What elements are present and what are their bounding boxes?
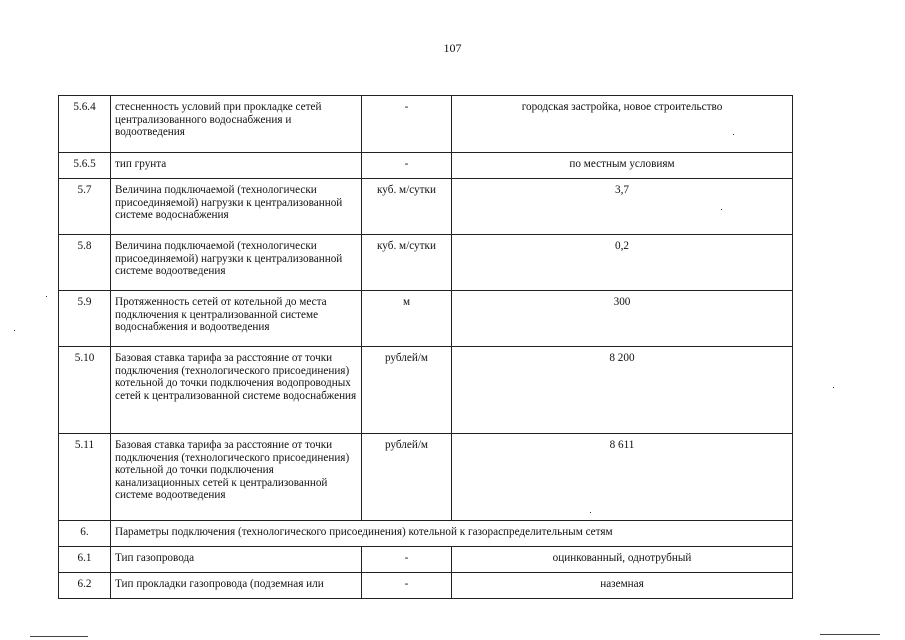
row-number: 5.10: [59, 347, 111, 434]
scan-speck: [733, 134, 734, 135]
row-unit: куб. м/сутки: [362, 235, 452, 291]
row-description: Тип прокладки газопровода (подземная или: [111, 573, 362, 599]
section-number: 6.: [59, 521, 111, 547]
row-number: 6.1: [59, 547, 111, 573]
table-row: [59, 347, 793, 434]
row-number: 5.8: [59, 235, 111, 291]
scan-speck: [833, 387, 834, 388]
row-number: 5.6.5: [59, 153, 111, 179]
row-description: Величина подключаемой (технологически присоединяемой) нагрузки к централизованной системе водоотведения: [111, 235, 362, 291]
page-number: 107: [443, 41, 462, 55]
row-number: 5.7: [59, 179, 111, 235]
parameters-table: [58, 95, 793, 599]
row-description: стесненность условий при прокладке сетей централизованного водоснабжения и водоотведения: [111, 96, 362, 153]
scan-edge-line: [820, 634, 880, 635]
row-unit: -: [362, 96, 452, 153]
row-value: 3,7: [452, 179, 793, 235]
row-value: городская застройка, новое строительство: [452, 96, 793, 153]
row-unit: м: [362, 291, 452, 347]
row-value: наземная: [452, 573, 793, 599]
table-row: [59, 179, 793, 235]
scan-speck: [14, 330, 15, 331]
row-unit: -: [362, 547, 452, 573]
row-number: 5.11: [59, 434, 111, 521]
table-row: [59, 547, 793, 573]
scan-speck: [590, 512, 591, 513]
row-value: 0,2: [452, 235, 793, 291]
row-description: Базовая ставка тарифа за расстояние от точки подключения (технологического присоединения) котельной до точки подключения водопроводных сетей к централизованной системе водоснабжения: [111, 347, 362, 434]
row-value: по местным условиям: [452, 153, 793, 179]
table-row: [59, 235, 793, 291]
row-unit: -: [362, 573, 452, 599]
table-row: [59, 291, 793, 347]
row-description: тип грунта: [111, 153, 362, 179]
row-value: 8 200: [452, 347, 793, 434]
scan-speck: [46, 296, 47, 297]
table-row: [59, 153, 793, 179]
row-value: 8 611: [452, 434, 793, 521]
row-value: оцинкованный, однотрубный: [452, 547, 793, 573]
row-unit: рублей/м: [362, 434, 452, 521]
row-number: 5.6.4: [59, 96, 111, 153]
section-row: [59, 521, 793, 547]
row-unit: куб. м/сутки: [362, 179, 452, 235]
section-title: Параметры подключения (технологического присоединения) котельной к газораспределительным сетям: [111, 521, 793, 547]
row-description: Величина подключаемой (технологически присоединяемой) нагрузки к централизованной системе водоснабжения: [111, 179, 362, 235]
row-value: 300: [452, 291, 793, 347]
table-row: [59, 434, 793, 521]
row-unit: рублей/м: [362, 347, 452, 434]
row-description: Протяженность сетей от котельной до места подключения к централизованной системе водоснабжения и водоотведения: [111, 291, 362, 347]
row-number: 6.2: [59, 573, 111, 599]
row-number: 5.9: [59, 291, 111, 347]
table-row: [59, 96, 793, 153]
row-unit: -: [362, 153, 452, 179]
scan-edge-line: [30, 636, 88, 637]
row-description: Тип газопровода: [111, 547, 362, 573]
scan-speck: [721, 209, 722, 210]
table-row: [59, 573, 793, 599]
row-description: Базовая ставка тарифа за расстояние от точки подключения (технологического присоединения) котельной до точки подключения канализационных сетей к централизованной системе водоотведения: [111, 434, 362, 521]
